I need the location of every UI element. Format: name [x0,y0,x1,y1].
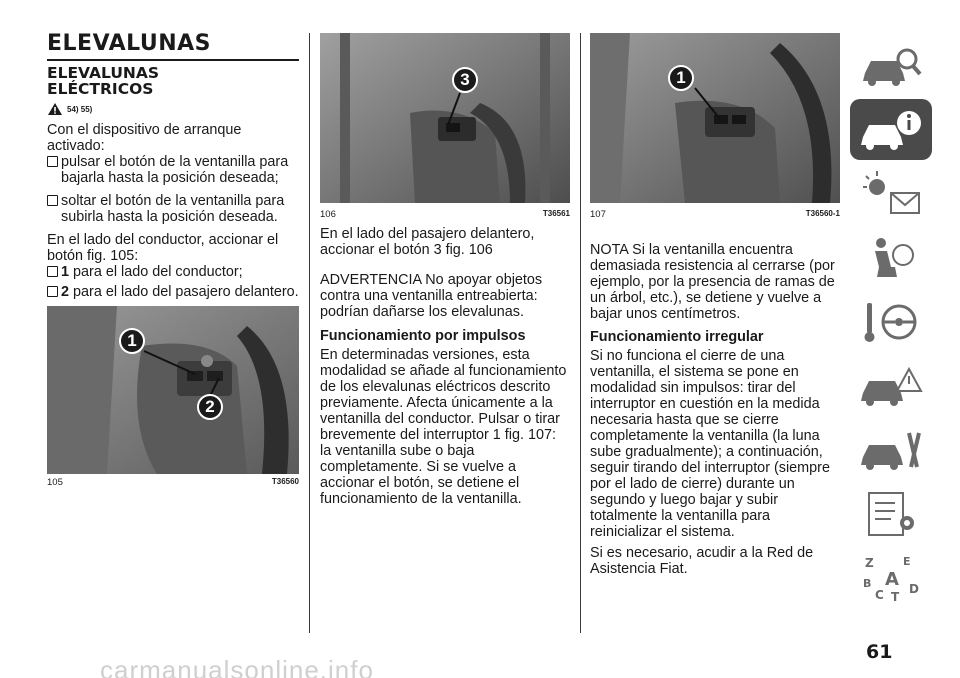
callout-2: 2 [197,394,223,420]
car-search-icon [857,41,925,91]
irregular-text: Si no funciona el cierre de una ventanilla, el sistema se pone en modalidad sin impulsos: tirar del interruptor en cuestión en la medida necesaria hasta que se cierre completamente la ventanilla (la luna sube gradualmente); a continuación, seguir tirando del interruptor (siempre por el lado de cierre) durante un segundo y luego bajar y subir totalmente la ventanilla para reinicializar el sistema. [590,348,830,540]
driver-text: En el lado del conductor, accionar el botón fig. 105: [47,232,279,264]
sidebar-item-maintenance[interactable] [850,419,932,480]
section-title: ELEVALUNAS ELÉCTRICOS [47,64,160,98]
checkbox-bullet-icon [47,195,58,206]
list-item [47,154,299,186]
warning-ref-text: 54) 55) [67,104,93,114]
chapter-sidebar [850,35,932,611]
key-steering-wheel-icon [857,297,925,347]
bullet-text: para el lado del pasajero delantero. [73,284,299,300]
note-text: NOTA Si la ventanilla encuentra demasiada resistencia al cerrarse (por ejemplo, por la presencia de ramas de un árbol, etc.), se detiene y vuelve a bajar unos centímetros. [590,242,835,322]
sidebar-item-technical-data[interactable] [850,483,932,544]
watermark: carmanualsonline.info [100,655,374,678]
car-warning-icon [857,361,925,411]
index-letter: Z [865,555,874,570]
car-tools-icon [857,425,925,475]
sidebar-item-warning-lights[interactable] [850,163,932,224]
index-letter: C [875,587,884,602]
irregular-heading: Funcionamiento irregular [590,329,764,345]
list-item [47,264,299,280]
car-info-icon [857,105,925,155]
alphabet-index-icon [857,553,925,603]
figure-105-caption [47,477,299,488]
sidebar-item-car-info[interactable] [850,99,932,160]
passenger-switch-illustration [320,33,570,203]
figure-107-caption [590,209,840,220]
list-item [47,193,299,225]
checkbox-bullet-icon [47,266,58,277]
checkbox-bullet-icon [47,286,58,297]
list-item [47,284,299,300]
warning-lights-mail-icon [857,169,925,219]
checklist-settings-icon [857,489,925,539]
callout-1: 1 [668,65,694,91]
driver-switch-illustration [590,33,840,203]
airbag-safety-icon [857,233,925,283]
sidebar-item-index[interactable] [850,547,932,608]
item-number: 1 [61,264,70,280]
index-letter: T [891,589,900,603]
sidebar-item-knowing-car[interactable] [850,35,932,96]
index-letter: B [863,576,872,590]
figure-code: T36560-1 [805,209,840,218]
column-middle [320,226,570,507]
figure-code: T36561 [542,209,570,218]
column-divider [580,33,581,633]
page-title: ELEVALUNAS [47,33,299,61]
column-right [590,242,840,577]
figure-number: 107 [590,209,606,220]
figure-106-photo [320,33,570,203]
bullet-text: pulsar el botón de la ventanilla para bajarla hasta la posición deseada; [61,154,289,186]
figure-code: T36560 [271,477,299,486]
checkbox-bullet-icon [47,156,58,167]
column-divider [309,33,310,633]
intro-text: Con el dispositivo de arranque activado: [47,122,242,154]
index-letter: A [885,568,899,590]
figure-105-photo [47,306,299,474]
callout-1: 1 [119,328,145,354]
warning-text: ADVERTENCIA No apoyar objetos contra una ventanilla entreabierta: podrían dañarse los elevalunas. [320,272,543,320]
column-left [47,33,299,300]
item-number: 2 [61,284,70,300]
page-number: 61 [866,641,893,663]
bullet-text: para el lado del conductor; [73,264,243,280]
index-letter: D [909,581,919,596]
impulse-text: En determinadas versiones, esta modalidad se añade al funcionamiento de los elevalunas eléctricos descrito previamente. Afecta únicamente a la ventanilla del conductor. Pulsar o tirar brevemente del interruptor 1 fig. 107: la ventanilla sube o baja completamente. Si se vuelve a accionar el botón, se detiene el funcionamiento de la ventanilla. [320,347,567,507]
network-text: Si es necesario, acudir a la Red de Asistencia Fiat. [590,545,814,577]
sidebar-item-safety[interactable] [850,227,932,288]
figure-number: 106 [320,209,336,220]
sidebar-item-starting-driving[interactable] [850,291,932,352]
figure-106-caption [320,209,570,220]
sidebar-item-emergency[interactable] [850,355,932,416]
door-switch-illustration [47,306,299,474]
index-letter: E [903,554,911,568]
warning-triangle-icon [47,102,63,116]
impulse-heading: Funcionamiento por impulsos [320,328,526,344]
warning-reference [47,102,299,116]
figure-107-photo [590,33,840,203]
bullet-text: soltar el botón de la ventanilla para subirla hasta la posición deseada. [61,193,285,225]
figure-number: 105 [47,477,63,488]
callout-3: 3 [452,67,478,93]
passenger-text: En el lado del pasajero delantero, accionar el botón 3 fig. 106 [320,226,535,258]
